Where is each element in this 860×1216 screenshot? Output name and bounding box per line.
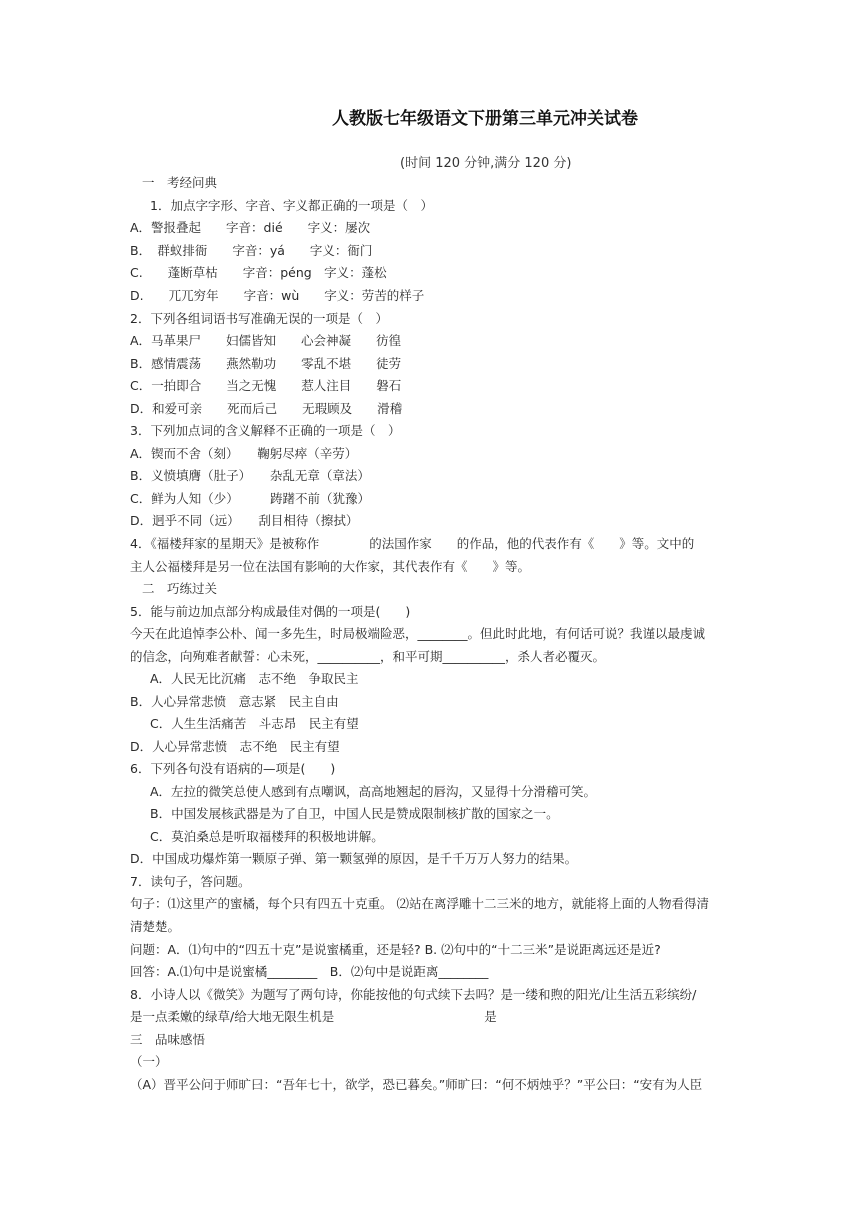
- section-heading: 一 考经问典: [142, 175, 218, 190]
- option: A．左拉的微笑总使人感到有点嘲讽，高高地翘起的唇沟，又显得十分滑稽可笑。: [150, 784, 597, 799]
- answer-line: 回答：A.⑴句中是说蜜橘________ B．⑵句中是说距离________: [130, 964, 489, 979]
- question: 3．下列加点词的含义解释不正确的一项是（ ）: [130, 423, 401, 438]
- option: A．人民无比沉痛 志不绝 争取民主: [150, 671, 359, 686]
- option: B．义愤填膺（肚子） 杂乱无章（章法）: [130, 468, 370, 483]
- question: 7．读句子，答问题。: [130, 874, 251, 889]
- option: D．和爱可亲 死而后己 无瑕顾及 滑稽: [130, 401, 403, 416]
- question: 2．下列各组词语书写准确无误的一项是（ ）: [130, 311, 388, 326]
- option: B．人心异常悲愤 意志紧 民主自由: [130, 694, 339, 709]
- page-title: 人教版七年级语文下册第三单元冲关试卷: [332, 109, 638, 129]
- section-heading: 三 品味感悟: [130, 1032, 206, 1047]
- passage: 清楚楚。: [130, 919, 181, 934]
- option: B．中国发展核武器是为了自卫，中国人民是赞成限制核扩散的国家之一。: [150, 806, 559, 821]
- question: 问题：A．⑴句中的“四五十克”是说蜜橘重，还是轻? B. ⑵句中的“十二三米”是说距离远还是近?: [130, 942, 661, 957]
- passage: 今天在此追悼李公朴、闻一多先生，时局极端险恶，________。但此时此地，有何话可说？我谨以最虔诚: [130, 626, 706, 641]
- option: B．感情震荡 燕然勒功 零乱不堪 徒劳: [130, 356, 402, 371]
- question: 4．《福楼拜家的星期天》是被称作 的法国作家 的作品，他的代表作有《 》等。文中的: [130, 536, 695, 551]
- option: D．迥乎不同（远） 刮目相待（擦拭）: [130, 513, 359, 528]
- question: 1．加点字字形、字音、字义都正确的一项是（ ）: [150, 198, 433, 213]
- question: 8．小诗人以《微笑》为题写了两句诗，你能按他的句式续下去吗？是一缕和煦的阳光/让生活五彩缤纷/: [130, 987, 697, 1002]
- option: C．鲜为人知（少） 踌躇不前（犹豫）: [130, 491, 370, 506]
- subsection-label: （一）: [130, 1054, 168, 1069]
- option: D．中国成功爆炸第一颗原子弹、第一颗氢弹的原因，是千千万万人努力的结果。: [130, 851, 578, 866]
- option: D. 兀兀穷年 字音：wù 字义：劳苦的样子: [130, 288, 425, 303]
- passage: （A）晋平公问于师旷曰：“吾年七十，欲学，恐已暮矣。”师旷曰：“何不炳烛乎？”平公曰：“安有为人臣: [130, 1077, 703, 1092]
- question-continued: 主人公福楼拜是另一位在法国有影响的大作家，其代表作有《 》等。: [130, 559, 531, 574]
- option: C．一拍即合 当之无愧 惹人注目 磐石: [130, 378, 402, 393]
- option: B． 群蚁排衙 字音：yá 字义：衙门: [130, 243, 373, 258]
- section-heading: 二 巧练过关: [142, 581, 218, 596]
- option: C．人生生活痛苦 斗志昂 民主有望: [150, 716, 359, 731]
- question: 6．下列各句没有语病的—项是( ): [130, 761, 336, 776]
- page-subtitle: (时间 120 分钟,满分 120 分): [400, 156, 572, 171]
- option: D．人心异常悲愤 志不绝 民主有望: [130, 739, 340, 754]
- option: C. 蓬断草枯 字音：péng 字义：蓬松: [130, 265, 387, 280]
- question-continued: 是一点柔嫩的绿草/给大地无限生机是 是: [130, 1009, 497, 1024]
- question: 5．能与前边加点部分构成最佳对偶的一项是( ): [130, 604, 411, 619]
- option: A．锲而不舍（刻） 鞠躬尽瘁（辛劳）: [130, 446, 358, 461]
- option: A．马革果尸 妇儒皆知 心会神凝 彷徨: [130, 333, 402, 348]
- passage: 的信念，向殉难者献誓：心未死，__________，和平可期__________，杀人者必覆灭。: [130, 649, 606, 664]
- option: A．警报叠起 字音：dié 字义：屡次: [130, 220, 371, 235]
- option: C．莫泊桑总是听取福楼拜的积极地讲解。: [150, 829, 384, 844]
- passage: 句子：⑴这里产的蜜橘，每个只有四五十克重。 ⑵站在离浮雕十二三米的地方，就能将上面的人物看得清: [130, 896, 709, 911]
